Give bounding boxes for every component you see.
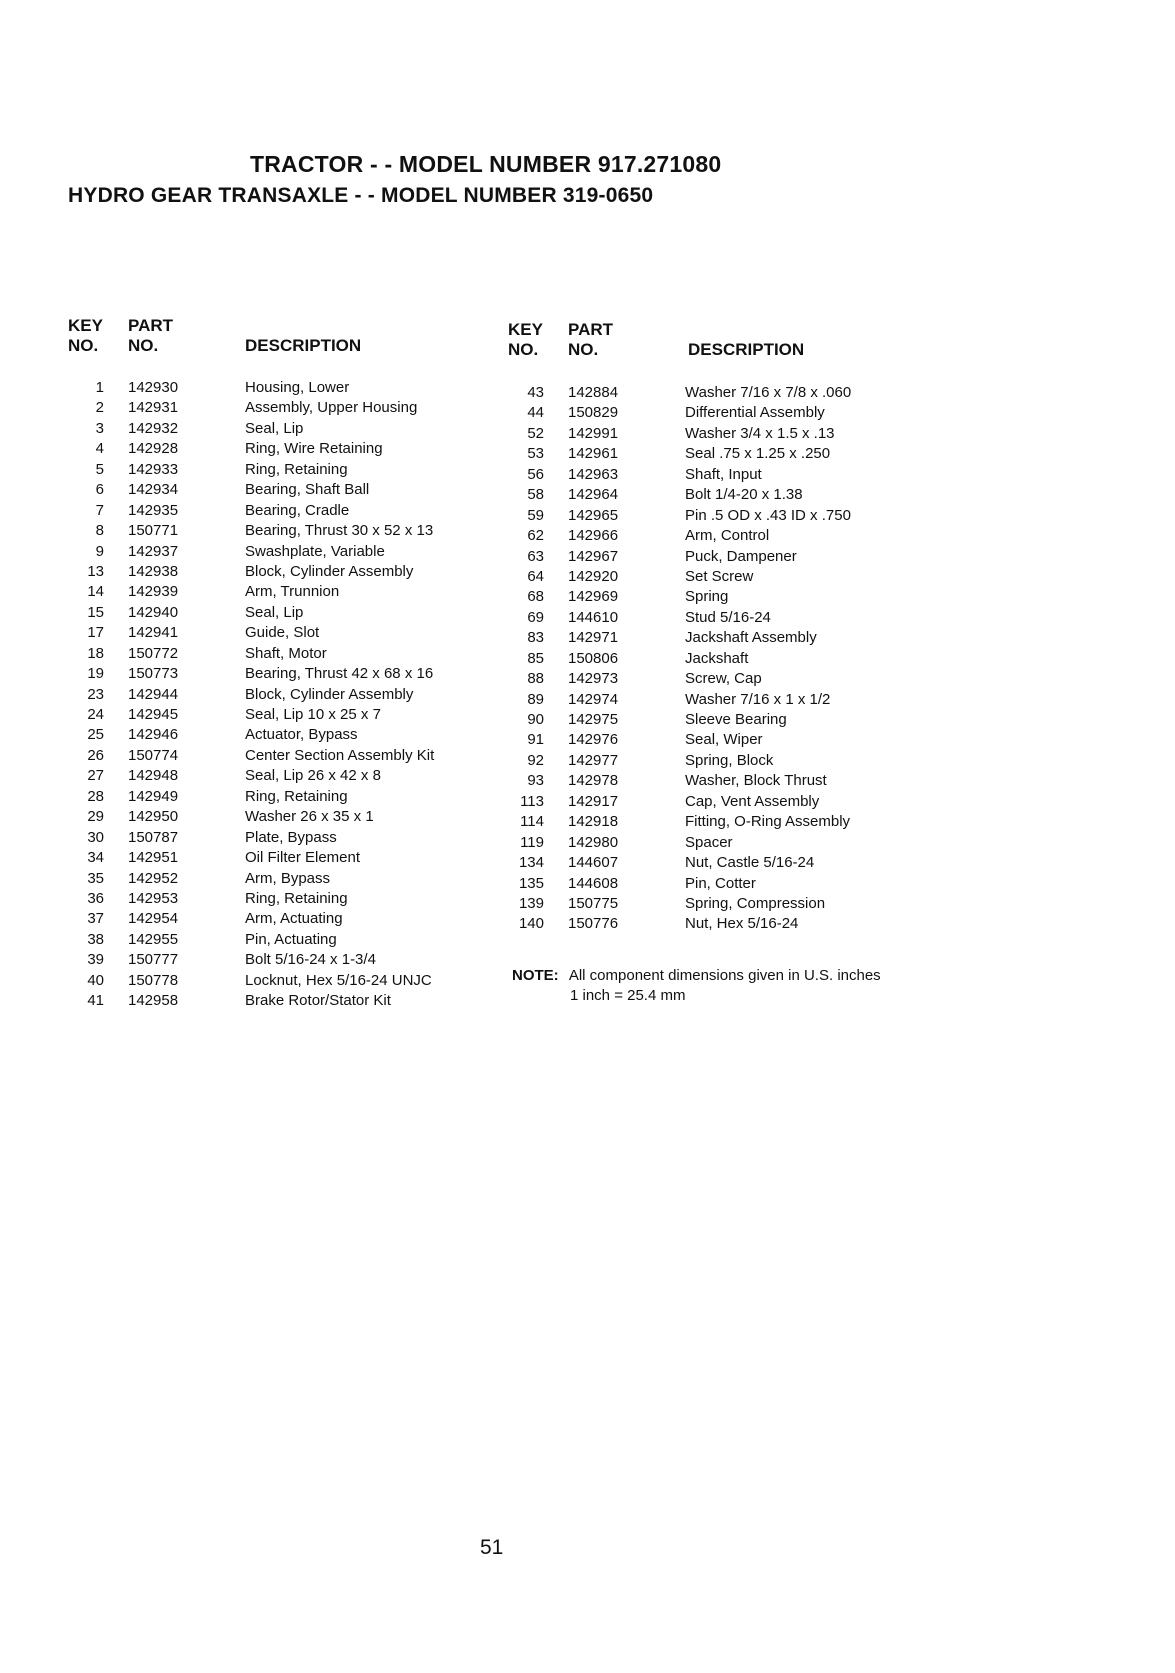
part-number: 142953: [128, 889, 179, 907]
parts-row: [68, 378, 488, 398]
part-number: 142966: [568, 527, 619, 545]
part-description: Arm, Control: [685, 527, 770, 545]
part-description: Bearing, Thrust 42 x 68 x 16: [245, 665, 434, 683]
part-description: Pin, Cotter: [685, 874, 756, 892]
part-description: Seal, Lip 26 x 42 x 8: [245, 767, 381, 785]
key-number: 15: [87, 603, 104, 621]
part-description: Pin .5 OD x .43 ID x .750: [685, 506, 851, 524]
part-description: Ring, Retaining: [245, 787, 348, 805]
part-number: 144610: [568, 608, 619, 626]
key-number: 2: [95, 399, 104, 417]
part-number: 150829: [568, 404, 619, 422]
parts-row: [68, 664, 488, 684]
parts-row: [508, 812, 928, 832]
part-description: Shaft, Input: [685, 465, 762, 483]
part-description: Jackshaft: [685, 649, 749, 667]
parts-row: [68, 644, 488, 664]
part-description: Ring, Retaining: [245, 460, 348, 478]
key-number: 14: [87, 583, 104, 601]
parts-row: [68, 909, 488, 929]
key-number: 24: [87, 706, 104, 723]
parts-row: [68, 582, 488, 602]
part-description: Guide, Slot: [245, 624, 320, 642]
part-number: 150775: [568, 894, 619, 912]
parts-row: [68, 542, 488, 562]
right-description-header: DESCRIPTION: [688, 340, 805, 359]
note-label: NOTE:: [512, 967, 559, 984]
parts-row: [508, 403, 928, 423]
key-number: 37: [87, 910, 104, 928]
parts-row: [508, 465, 928, 485]
parts-row: [68, 971, 488, 991]
part-description: Arm, Bypass: [245, 869, 331, 887]
parts-row: [68, 623, 488, 643]
key-number: 4: [95, 440, 104, 458]
key-number: 90: [527, 711, 544, 728]
part-description: Nut, Hex 5/16-24: [685, 915, 799, 933]
part-description: Actuator, Bypass: [245, 726, 358, 744]
part-description: Brake Rotor/Stator Kit: [245, 992, 391, 1010]
parts-row: [68, 889, 488, 909]
part-number: 142933: [128, 460, 179, 478]
part-description: Arm, Actuating: [245, 910, 343, 928]
right-key-header: [508, 320, 543, 360]
key-no-header-label: NO.: [508, 340, 539, 359]
key-number: 69: [527, 608, 544, 626]
parts-row: [508, 792, 928, 812]
key-number: 59: [527, 506, 544, 524]
key-number: 91: [527, 731, 544, 749]
part-header-label: PART: [568, 320, 614, 339]
part-header-label: PART: [128, 316, 174, 335]
parts-row: [68, 521, 488, 541]
key-number: 9: [95, 542, 104, 560]
part-description: Assembly, Upper Housing: [245, 399, 418, 417]
parts-row: [68, 685, 488, 705]
part-description: Washer 3/4 x 1.5 x .13: [685, 424, 835, 442]
part-number: 142976: [568, 731, 619, 749]
parts-row: [508, 751, 928, 771]
key-number: 38: [87, 930, 104, 948]
key-number: 25: [87, 726, 104, 744]
transaxle-model-title: HYDRO GEAR TRANSAXLE - - MODEL NUMBER 319-0650: [68, 184, 654, 207]
part-number: 142945: [128, 706, 179, 723]
parts-row: [508, 547, 928, 567]
part-description: Bearing, Cradle: [245, 501, 350, 519]
part-number: 142963: [568, 465, 619, 483]
part-number: 144608: [568, 874, 619, 892]
parts-row: [508, 628, 928, 648]
key-number: 3: [95, 419, 104, 437]
parts-row: [68, 603, 488, 623]
parts-row: [508, 669, 928, 689]
key-header-label: KEY: [68, 316, 103, 335]
part-description: Screw, Cap: [685, 670, 762, 688]
part-number: 150806: [568, 649, 619, 667]
part-number: 142955: [128, 930, 179, 948]
part-description: Plate, Bypass: [245, 828, 337, 846]
part-number: 142967: [568, 547, 619, 565]
part-description: Swashplate, Variable: [245, 542, 385, 560]
part-number: 142975: [568, 711, 619, 728]
key-number: 30: [87, 828, 104, 846]
parts-row: [508, 690, 928, 710]
key-number: 18: [87, 644, 104, 662]
part-number: 142978: [568, 772, 619, 790]
parts-row: [68, 991, 488, 1011]
part-number: 142971: [568, 629, 619, 647]
part-number: 142935: [128, 501, 179, 519]
part-description: Center Section Assembly Kit: [245, 746, 435, 764]
part-description: Seal, Lip 10 x 25 x 7: [245, 706, 381, 723]
parts-row: [508, 914, 928, 934]
part-number: 142928: [128, 440, 179, 458]
key-number: 88: [527, 670, 544, 688]
right-part-header: [568, 320, 613, 360]
part-number: 142973: [568, 670, 619, 688]
key-number: 23: [87, 685, 104, 703]
part-number: 142934: [128, 481, 179, 499]
key-number: 36: [87, 889, 104, 907]
part-number: 142940: [128, 603, 179, 621]
part-description: Seal, Lip: [245, 603, 304, 621]
note-line1: All component dimensions given in U.S. inches: [568, 967, 881, 984]
key-number: 44: [527, 404, 544, 422]
part-number: 150787: [128, 828, 179, 846]
key-number: 114: [520, 813, 544, 831]
parts-row: [508, 567, 928, 587]
key-number: 43: [527, 384, 544, 401]
key-number: 83: [527, 629, 544, 647]
key-number: 7: [95, 501, 104, 519]
part-number: 150777: [128, 951, 179, 969]
key-number: 119: [520, 833, 544, 851]
key-number: 5: [95, 460, 104, 478]
part-description: Sleeve Bearing: [685, 711, 787, 728]
parts-row: [508, 608, 928, 628]
part-description: Bolt 1/4-20 x 1.38: [685, 486, 803, 504]
part-description: Jackshaft Assembly: [685, 629, 817, 647]
key-number: 29: [87, 808, 104, 826]
part-number: 142969: [568, 588, 619, 606]
parts-row: [68, 398, 488, 418]
part-number: 142920: [568, 567, 619, 585]
part-description: Seal, Lip: [245, 419, 304, 437]
parts-row: [508, 526, 928, 546]
parts-row: [68, 480, 488, 500]
part-number: 142991: [568, 424, 619, 442]
parts-row: [68, 950, 488, 970]
key-number: 26: [87, 746, 104, 764]
part-no-header-label: NO.: [568, 340, 599, 359]
key-number: 40: [87, 971, 104, 989]
part-number: 142918: [568, 813, 619, 831]
key-number: 64: [527, 567, 544, 585]
page-number: 51: [480, 1536, 504, 1559]
parts-row: [508, 710, 928, 730]
left-key-header: [68, 316, 103, 356]
left-parts-list: [68, 378, 488, 1012]
part-number: 144607: [568, 854, 619, 872]
part-description: Washer 26 x 35 x 1: [245, 808, 374, 826]
part-number: 142980: [568, 833, 619, 851]
part-number: 142951: [128, 849, 179, 867]
part-number: 142941: [128, 624, 179, 642]
part-number: 142974: [568, 690, 619, 708]
parts-row: [68, 787, 488, 807]
right-parts-list: [508, 383, 928, 935]
part-number: 142965: [568, 506, 619, 524]
part-number: 142939: [128, 583, 179, 601]
units-note: [512, 966, 881, 1004]
parts-row: [68, 725, 488, 745]
key-number: 89: [527, 690, 544, 708]
part-number: 142931: [128, 399, 179, 417]
parts-row: [508, 649, 928, 669]
part-number: 142930: [128, 379, 179, 396]
parts-row: [68, 439, 488, 459]
part-number: 142952: [128, 869, 179, 887]
key-number: 56: [527, 465, 544, 483]
part-no-header-label: NO.: [128, 336, 159, 355]
parts-row: [508, 444, 928, 464]
part-number: 142949: [128, 787, 179, 805]
part-number: 142950: [128, 808, 179, 826]
key-number: 19: [87, 665, 104, 683]
parts-row: [68, 848, 488, 868]
key-number: 53: [527, 445, 544, 463]
key-number: 8: [95, 522, 104, 540]
key-number: 68: [527, 588, 544, 606]
key-number: 13: [87, 562, 104, 580]
parts-row: [508, 506, 928, 526]
key-number: 17: [87, 624, 104, 642]
parts-row: [508, 730, 928, 750]
part-description: Set Screw: [685, 567, 754, 585]
part-description: Ring, Wire Retaining: [245, 440, 383, 458]
key-number: 134: [518, 854, 544, 872]
key-number: 93: [527, 772, 544, 790]
part-description: Fitting, O-Ring Assembly: [685, 813, 851, 831]
parts-row: [508, 833, 928, 853]
part-description: Washer 7/16 x 7/8 x .060: [685, 384, 852, 401]
key-number: 52: [527, 424, 544, 442]
part-number: 142964: [568, 486, 619, 504]
parts-row: [68, 869, 488, 889]
parts-row: [68, 766, 488, 786]
part-description: Block, Cylinder Assembly: [245, 562, 414, 580]
tractor-model-title: TRACTOR - - MODEL NUMBER 917.271080: [250, 151, 722, 177]
part-number: 150772: [128, 644, 179, 662]
part-number: 142944: [128, 685, 179, 703]
parts-row: [68, 807, 488, 827]
part-number: 142977: [568, 751, 619, 769]
left-description-header: DESCRIPTION: [245, 336, 362, 355]
parts-row: [68, 828, 488, 848]
key-no-header-label: NO.: [68, 336, 99, 355]
key-number: 139: [518, 894, 544, 912]
parts-row: [508, 894, 928, 914]
key-number: 28: [87, 787, 104, 805]
part-number: 150773: [128, 665, 179, 683]
key-number: 62: [527, 527, 544, 545]
key-number: 113: [520, 792, 544, 810]
part-number: 150776: [568, 915, 619, 933]
key-number: 1: [95, 379, 104, 396]
part-number: 142938: [128, 562, 179, 580]
part-number: 142917: [568, 792, 619, 810]
part-number: 142884: [568, 384, 619, 401]
key-number: 85: [527, 649, 544, 667]
part-description: Bolt 5/16-24 x 1-3/4: [245, 951, 376, 969]
part-description: Arm, Trunnion: [245, 583, 340, 601]
part-number: 142937: [128, 542, 179, 560]
part-description: Block, Cylinder Assembly: [245, 685, 414, 703]
parts-row: [508, 771, 928, 791]
part-number: 142958: [128, 992, 179, 1010]
part-number: 150778: [128, 971, 179, 989]
part-description: Spacer: [685, 833, 733, 851]
key-number: 92: [527, 751, 544, 769]
part-description: Pin, Actuating: [245, 930, 337, 948]
part-description: Differential Assembly: [685, 404, 825, 422]
part-description: Ring, Retaining: [245, 889, 348, 907]
part-description: Oil Filter Element: [245, 849, 361, 867]
part-description: Stud 5/16-24: [685, 608, 771, 626]
part-description: Spring, Block: [685, 751, 774, 769]
parts-row: [508, 424, 928, 444]
key-number: 63: [527, 547, 544, 565]
part-description: Puck, Dampener: [685, 547, 797, 565]
parts-row: [68, 501, 488, 521]
part-description: Cap, Vent Assembly: [685, 792, 820, 810]
parts-row: [508, 485, 928, 505]
part-number: 142954: [128, 910, 179, 928]
parts-row: [508, 383, 928, 403]
parts-row: [508, 587, 928, 607]
part-description: Washer 7/16 x 1 x 1/2: [685, 690, 831, 708]
parts-row: [68, 705, 488, 725]
key-number: 135: [518, 874, 544, 892]
part-description: Nut, Castle 5/16-24: [685, 854, 815, 872]
key-number: 34: [87, 849, 104, 867]
parts-row: [68, 460, 488, 480]
key-number: 41: [87, 992, 104, 1010]
parts-row: [68, 419, 488, 439]
key-number: 58: [527, 486, 544, 504]
parts-row: [68, 746, 488, 766]
part-number: 142948: [128, 767, 179, 785]
part-description: Locknut, Hex 5/16-24 UNJC: [245, 971, 432, 989]
part-description: Seal .75 x 1.25 x .250: [685, 445, 831, 463]
part-number: 142946: [128, 726, 179, 744]
key-number: 140: [518, 915, 544, 933]
key-number: 35: [87, 869, 104, 887]
key-number: 39: [87, 951, 104, 969]
key-header-label: KEY: [508, 320, 543, 339]
parts-row: [68, 562, 488, 582]
part-description: Bearing, Shaft Ball: [245, 481, 370, 499]
key-number: 6: [95, 481, 104, 499]
parts-row: [508, 874, 928, 894]
part-description: Housing, Lower: [245, 379, 350, 396]
part-number: 142961: [568, 445, 619, 463]
part-number: 150771: [128, 522, 179, 540]
left-part-header: [128, 316, 173, 356]
part-description: Seal, Wiper: [685, 731, 763, 749]
part-description: Shaft, Motor: [245, 644, 327, 662]
part-number: 150774: [128, 746, 179, 764]
parts-row: [508, 853, 928, 873]
part-number: 142932: [128, 419, 179, 437]
parts-row: [68, 930, 488, 950]
key-number: 27: [87, 767, 104, 785]
part-description: Spring, Compression: [685, 894, 826, 912]
part-description: Spring: [685, 588, 729, 606]
note-line2: 1 inch = 25.4 mm: [570, 987, 686, 1004]
part-description: Bearing, Thrust 30 x 52 x 13: [245, 522, 434, 540]
part-description: Washer, Block Thrust: [685, 772, 827, 790]
